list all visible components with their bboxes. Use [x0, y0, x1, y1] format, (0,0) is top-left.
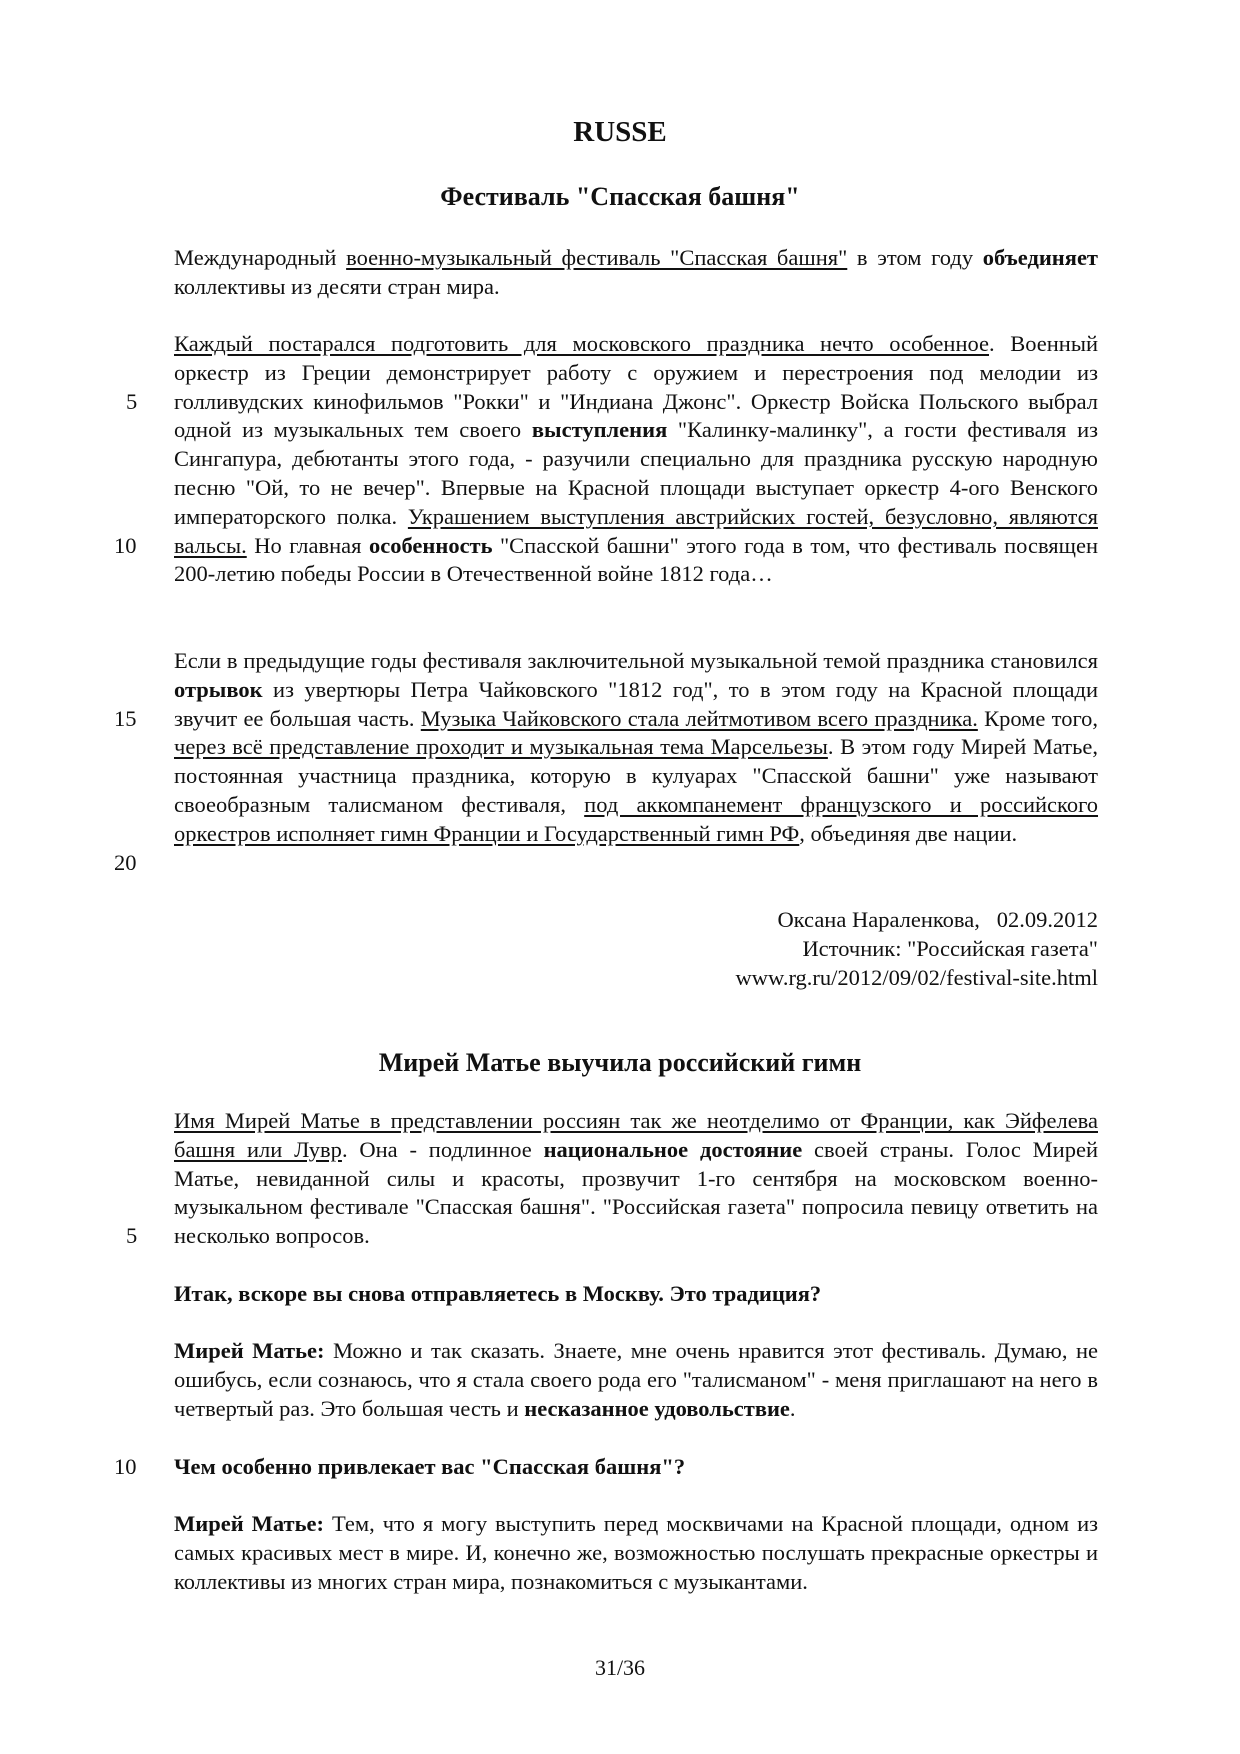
- line-number: 10: [114, 533, 137, 558]
- text-run: Кроме того,: [977, 705, 1099, 731]
- interview-question-1: Итак, вскоре вы снова отправляетесь в Москву. Это традиция?: [174, 1281, 822, 1306]
- bold-text: Мирей Матье:: [174, 1338, 325, 1363]
- bold-text: национальное достояние: [543, 1136, 803, 1162]
- text-run: . Военный оркестр из Греции демонстрирует работу с оружием и перестроения под мелодии из голливудских кинофильмов "Рокки" и "Индиана Джонс". Оркестр Войска Польского выбрал одной из музыкальных тем своего: [174, 331, 1098, 443]
- text-run: .: [789, 1395, 796, 1421]
- author-date: Оксана Нараленкова, 02.09.2012: [777, 907, 1098, 932]
- bold-text: Мирей Матье:: [174, 1511, 324, 1536]
- text-run: Можно и так сказать. Знаете, мне очень нравится этот фестиваль. Думаю, не ошибусь, если сознаюсь, что я стала своего рода его "талисманом" - меня приглашают на него в четвертый раз. Это большая честь и: [174, 1338, 1098, 1421]
- line-number: 5: [126, 389, 138, 414]
- article1-paragraph-3: [174, 647, 1098, 849]
- underlined-text: Каждый постарался подготовить для московского праздника нечто особенное: [174, 331, 989, 356]
- text-run: Международный: [174, 245, 347, 270]
- text-run: своей страны. Голос Мирей Матье, невиданной силы и красоты, прозвучит 1-го сентября на московском военно-музыкальном фестивале "Спасская башня". "Российская газета" попросила певицу ответить на несколько вопросов.: [174, 1136, 1098, 1249]
- line-number: 5: [126, 1223, 138, 1248]
- line-number: 15: [114, 706, 137, 731]
- underlined-text: военно-музыкальный фестиваль "Спасская башня": [346, 245, 848, 270]
- text-run: , объединяя две нации.: [799, 820, 1018, 846]
- text-run: коллективы из десяти стран мира.: [174, 273, 500, 299]
- article1-title: Фестиваль "Спасская башня": [440, 182, 800, 211]
- bold-text: особенность: [368, 532, 493, 558]
- article1-paragraph-1: [174, 244, 1098, 302]
- line-number: 10: [114, 1454, 137, 1479]
- source-url: www.rg.ru/2012/09/02/festival-site.html: [735, 964, 1098, 990]
- text-run: Тем, что я могу выступить перед москвичами на Красной площади, одном из самых красивых мест в мире. И, конечно же, возможностью послушать прекрасные оркестры и коллективы из многих стран мира, познакомиться с музыкантами.: [174, 1511, 1099, 1594]
- underlined-text: Имя Мирей Матье в представлении россиян так же неотделимо от Франции, как Эйфелева башня или Лувр: [174, 1108, 1098, 1162]
- text-run: "Спасской башни" этого года в том, что фестиваль посвящен 200-летию победы России в Отечественной войне 1812 года…: [174, 532, 1098, 587]
- bold-text: выступления: [531, 417, 668, 443]
- page-number: 31/36: [594, 1655, 646, 1680]
- interview-answer-1: [174, 1337, 1098, 1423]
- text-run: из увертюры Петра Чайковского "1812 год", то в этом году на Красной площади звучит ее большая часть.: [174, 676, 1098, 731]
- article1-paragraph-2: [174, 330, 1098, 589]
- article2-paragraph-1: [174, 1107, 1098, 1251]
- article2-title: Мирей Матье выучила российский гимн: [378, 1048, 862, 1077]
- text-run: Но главная: [246, 532, 369, 558]
- text-run: Если в предыдущие годы фестиваля заключительной музыкальной темой праздника становился: [174, 648, 1098, 673]
- bold-text: отрывок: [174, 676, 263, 702]
- section-label: RUSSE: [573, 116, 667, 148]
- underlined-text: через всё представление проходит и музыкальная тема Марсельезы: [174, 734, 828, 760]
- underlined-text: Музыка Чайковского стала лейтмотивом всего праздника.: [420, 705, 978, 731]
- text-run: . Она - подлинное: [341, 1136, 544, 1162]
- interview-question-2: Чем особенно привлекает вас "Спасская башня"?: [174, 1454, 686, 1479]
- text-run: в этом году: [847, 245, 983, 270]
- bold-text: объединяет: [982, 245, 1098, 270]
- line-number: 20: [114, 850, 137, 875]
- underlined-text: Украшением выступления австрийских гостей, безусловно, являются вальсы.: [174, 503, 1098, 558]
- source: Источник: "Российская газета": [802, 935, 1098, 961]
- text-run: "Калинку-малинку", а гости фестиваля из Сингапура, дебютанты этого года, - разучили специально для праздника русскую народную песню "Ой, то не вечер". Впервые на Красной площади выступает оркестр 4-ого Венского императорского полка.: [174, 417, 1099, 529]
- article1-signature: [736, 906, 1098, 992]
- text-run: . В этом году Мирей Матье, постоянная участница праздника, которую в кулуарах "Спасской башни" уже называют своеобразным талисманом фестиваля,: [174, 734, 1099, 817]
- bold-text: несказанное удовольствие: [524, 1395, 790, 1421]
- interview-answer-2: [174, 1510, 1098, 1596]
- underlined-text: под аккомпанемент французского и российского оркестров исполняет гимн Франции и Государственный гимн РФ: [174, 791, 1099, 846]
